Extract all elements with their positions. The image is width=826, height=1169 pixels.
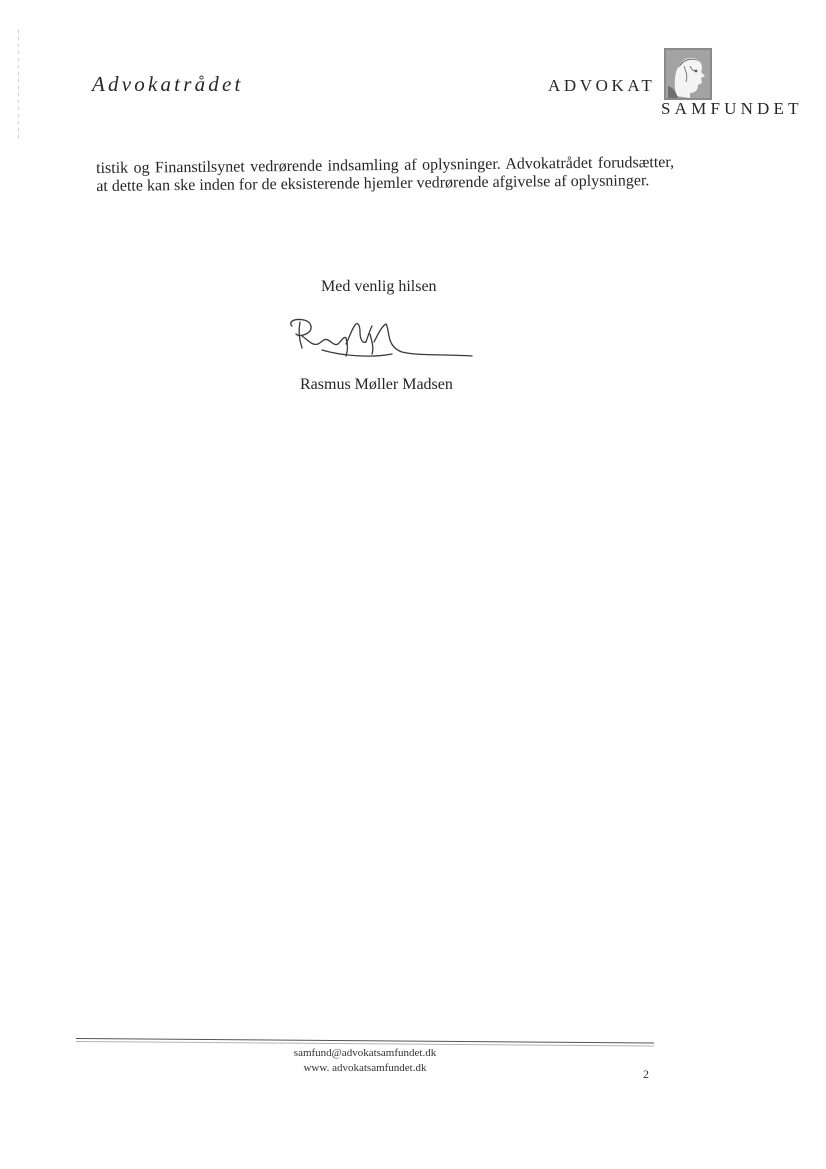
letter-body-paragraph: tistik og Finanstilsynet vedrørende indsamling af oplysninger. Advokatrådet forudsætter, at dette kan ske inden for de eksisterende hjemler vedrørende afgivelse af oplysninger.	[96, 153, 675, 195]
scan-edge-mark	[18, 30, 19, 140]
footer-website: www. advokatsamfundet.dk	[303, 1062, 427, 1074]
council-name: Advokatrådet	[92, 72, 244, 96]
signer-name: Rasmus Møller Madsen	[300, 376, 453, 393]
advokatsamfundet-logo	[548, 44, 808, 120]
logo-text-line2: SAMFUNDET	[661, 99, 803, 118]
page-number: 2	[643, 1067, 649, 1081]
closing-salutation: Med venlig hilsen	[321, 278, 437, 295]
footer-email: samfund@advokatsamfundet.dk	[293, 1047, 437, 1059]
helmeted-head-emblem-icon	[662, 46, 714, 102]
handwritten-signature	[282, 316, 478, 366]
logo-text-line1: ADVOKAT	[548, 76, 656, 95]
